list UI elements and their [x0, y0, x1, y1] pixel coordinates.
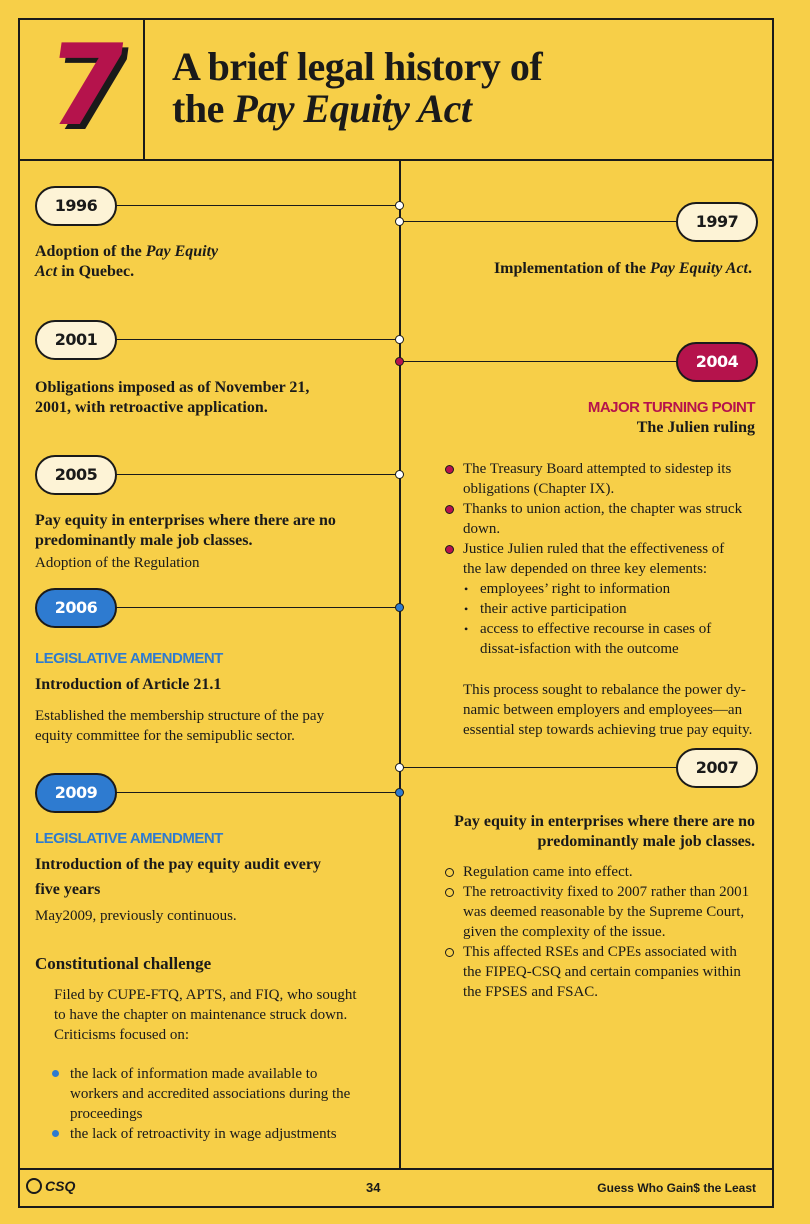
list-item: Justice Julien ruled that the effectiveness of the law depended on three key elements: [445, 539, 745, 579]
year-pill-2005: 2005 [35, 455, 117, 495]
footer-tagline: Guess Who Gain$ the Least [597, 1181, 756, 1195]
timeline-dot-2004 [395, 357, 404, 366]
year-pill-2004: 2004 [676, 342, 758, 382]
csq-logo: CSQ [26, 1178, 75, 1194]
connector-1996 [116, 205, 400, 206]
connector-2004 [400, 361, 678, 362]
list-item: • employees’ right to information [462, 579, 747, 599]
header-divider [143, 18, 145, 161]
timeline-dot-2005 [395, 470, 404, 479]
title-line-1: A brief legal history of [172, 44, 543, 89]
timeline-dot-1997 [395, 217, 404, 226]
event-2005-heading: Pay equity in enterprises where there are no predominantly male job classes. [35, 512, 336, 549]
connector-2009 [116, 792, 400, 793]
list-item: • access to effective recourse in cases of dissat-isfaction with the outcome [462, 619, 747, 659]
connector-2005 [116, 474, 400, 475]
list-item: The retroactivity fixed to 2007 rather than 2001 was deemed reasonable by the Supreme Court, given the complexity of the issue. [445, 882, 750, 942]
event-1996-text: Adoption of the Pay Equity Act in Quebec. [35, 243, 219, 280]
constitutional-challenge-bullets [52, 1064, 352, 1144]
list-item: the lack of retroactivity in wage adjustments [52, 1124, 352, 1144]
year-pill-1997: 1997 [676, 202, 758, 242]
event-2004-label: MAJOR TURNING POINT [587, 399, 755, 416]
event-1997-text: Implementation of the Pay Equity Act. [493, 260, 752, 277]
title-line-2: the Pay Equity Act [172, 86, 472, 131]
event-2009-heading: Introduction of the pay equity audit every five years [35, 856, 321, 898]
list-item: • their active participation [462, 599, 747, 619]
event-2009-date-note: May2009, previously continuous. [35, 908, 237, 924]
timeline-dot-2006 [395, 603, 404, 612]
connector-1997 [400, 221, 678, 222]
event-2001-text: Obligations imposed as of November 21, 2001, with retroactive application. [35, 379, 310, 416]
timeline-dot-2007 [395, 763, 404, 772]
list-item: the lack of information made available to workers and accredited associations during the proceedings [52, 1064, 352, 1124]
constitutional-challenge-heading: Constitutional challenge [35, 954, 212, 973]
timeline-spine [399, 161, 401, 1168]
event-2005-note: Adoption of the Regulation [35, 555, 200, 571]
constitutional-challenge-text: Filed by CUPE-FTQ, APTS, and FIQ, who sought to have the chapter on maintenance struck down. Criticisms focused on: [54, 987, 357, 1043]
year-pill-1996: 1996 [35, 186, 117, 226]
csq-logo-icon [26, 1178, 42, 1194]
event-2004-bullets [445, 459, 745, 579]
list-item: This affected RSEs and CPEs associated with the FIPEQ-CSQ and certain companies within the FPSES and FSAC. [445, 942, 750, 1002]
event-2006-label: LEGISLATIVE AMENDMENT [35, 650, 223, 667]
event-2007-bullets [445, 862, 750, 1002]
event-2004-heading: The Julien ruling [636, 419, 755, 436]
year-pill-2009: 2009 [35, 773, 117, 813]
page-number: 34 [366, 1180, 381, 1195]
event-2004-closing: This process sought to rebalance the power dy-namic between employers and employees—an essential step towards achieving true pay equity. [463, 682, 753, 738]
year-pill-2007: 2007 [676, 748, 758, 788]
timeline-dot-1996 [395, 201, 404, 210]
chapter-number: 7 [38, 21, 136, 151]
connector-2001 [116, 339, 400, 340]
list-item: Regulation came into effect. [445, 862, 750, 882]
year-pill-2006: 2006 [35, 588, 117, 628]
connector-2007 [400, 767, 678, 768]
timeline-dot-2009 [395, 788, 404, 797]
page-title [172, 46, 542, 130]
event-2004-sub-bullets [462, 579, 747, 659]
year-pill-2001: 2001 [35, 320, 117, 360]
event-2007-heading: Pay equity in enterprises where there are no predominantly male job classes. [454, 813, 755, 850]
connector-2006 [116, 607, 400, 608]
list-item: Thanks to union action, the chapter was struck down. [445, 499, 745, 539]
event-2006-text: Established the membership structure of the pay equity committee for the semipublic sector. [35, 708, 325, 744]
timeline-dot-2001 [395, 335, 404, 344]
list-item: The Treasury Board attempted to sidestep its obligations (Chapter IX). [445, 459, 745, 499]
footer-divider [18, 1168, 774, 1170]
event-2009-label: LEGISLATIVE AMENDMENT [35, 830, 223, 847]
event-2006-heading: Introduction of Article 21.1 [35, 676, 222, 693]
